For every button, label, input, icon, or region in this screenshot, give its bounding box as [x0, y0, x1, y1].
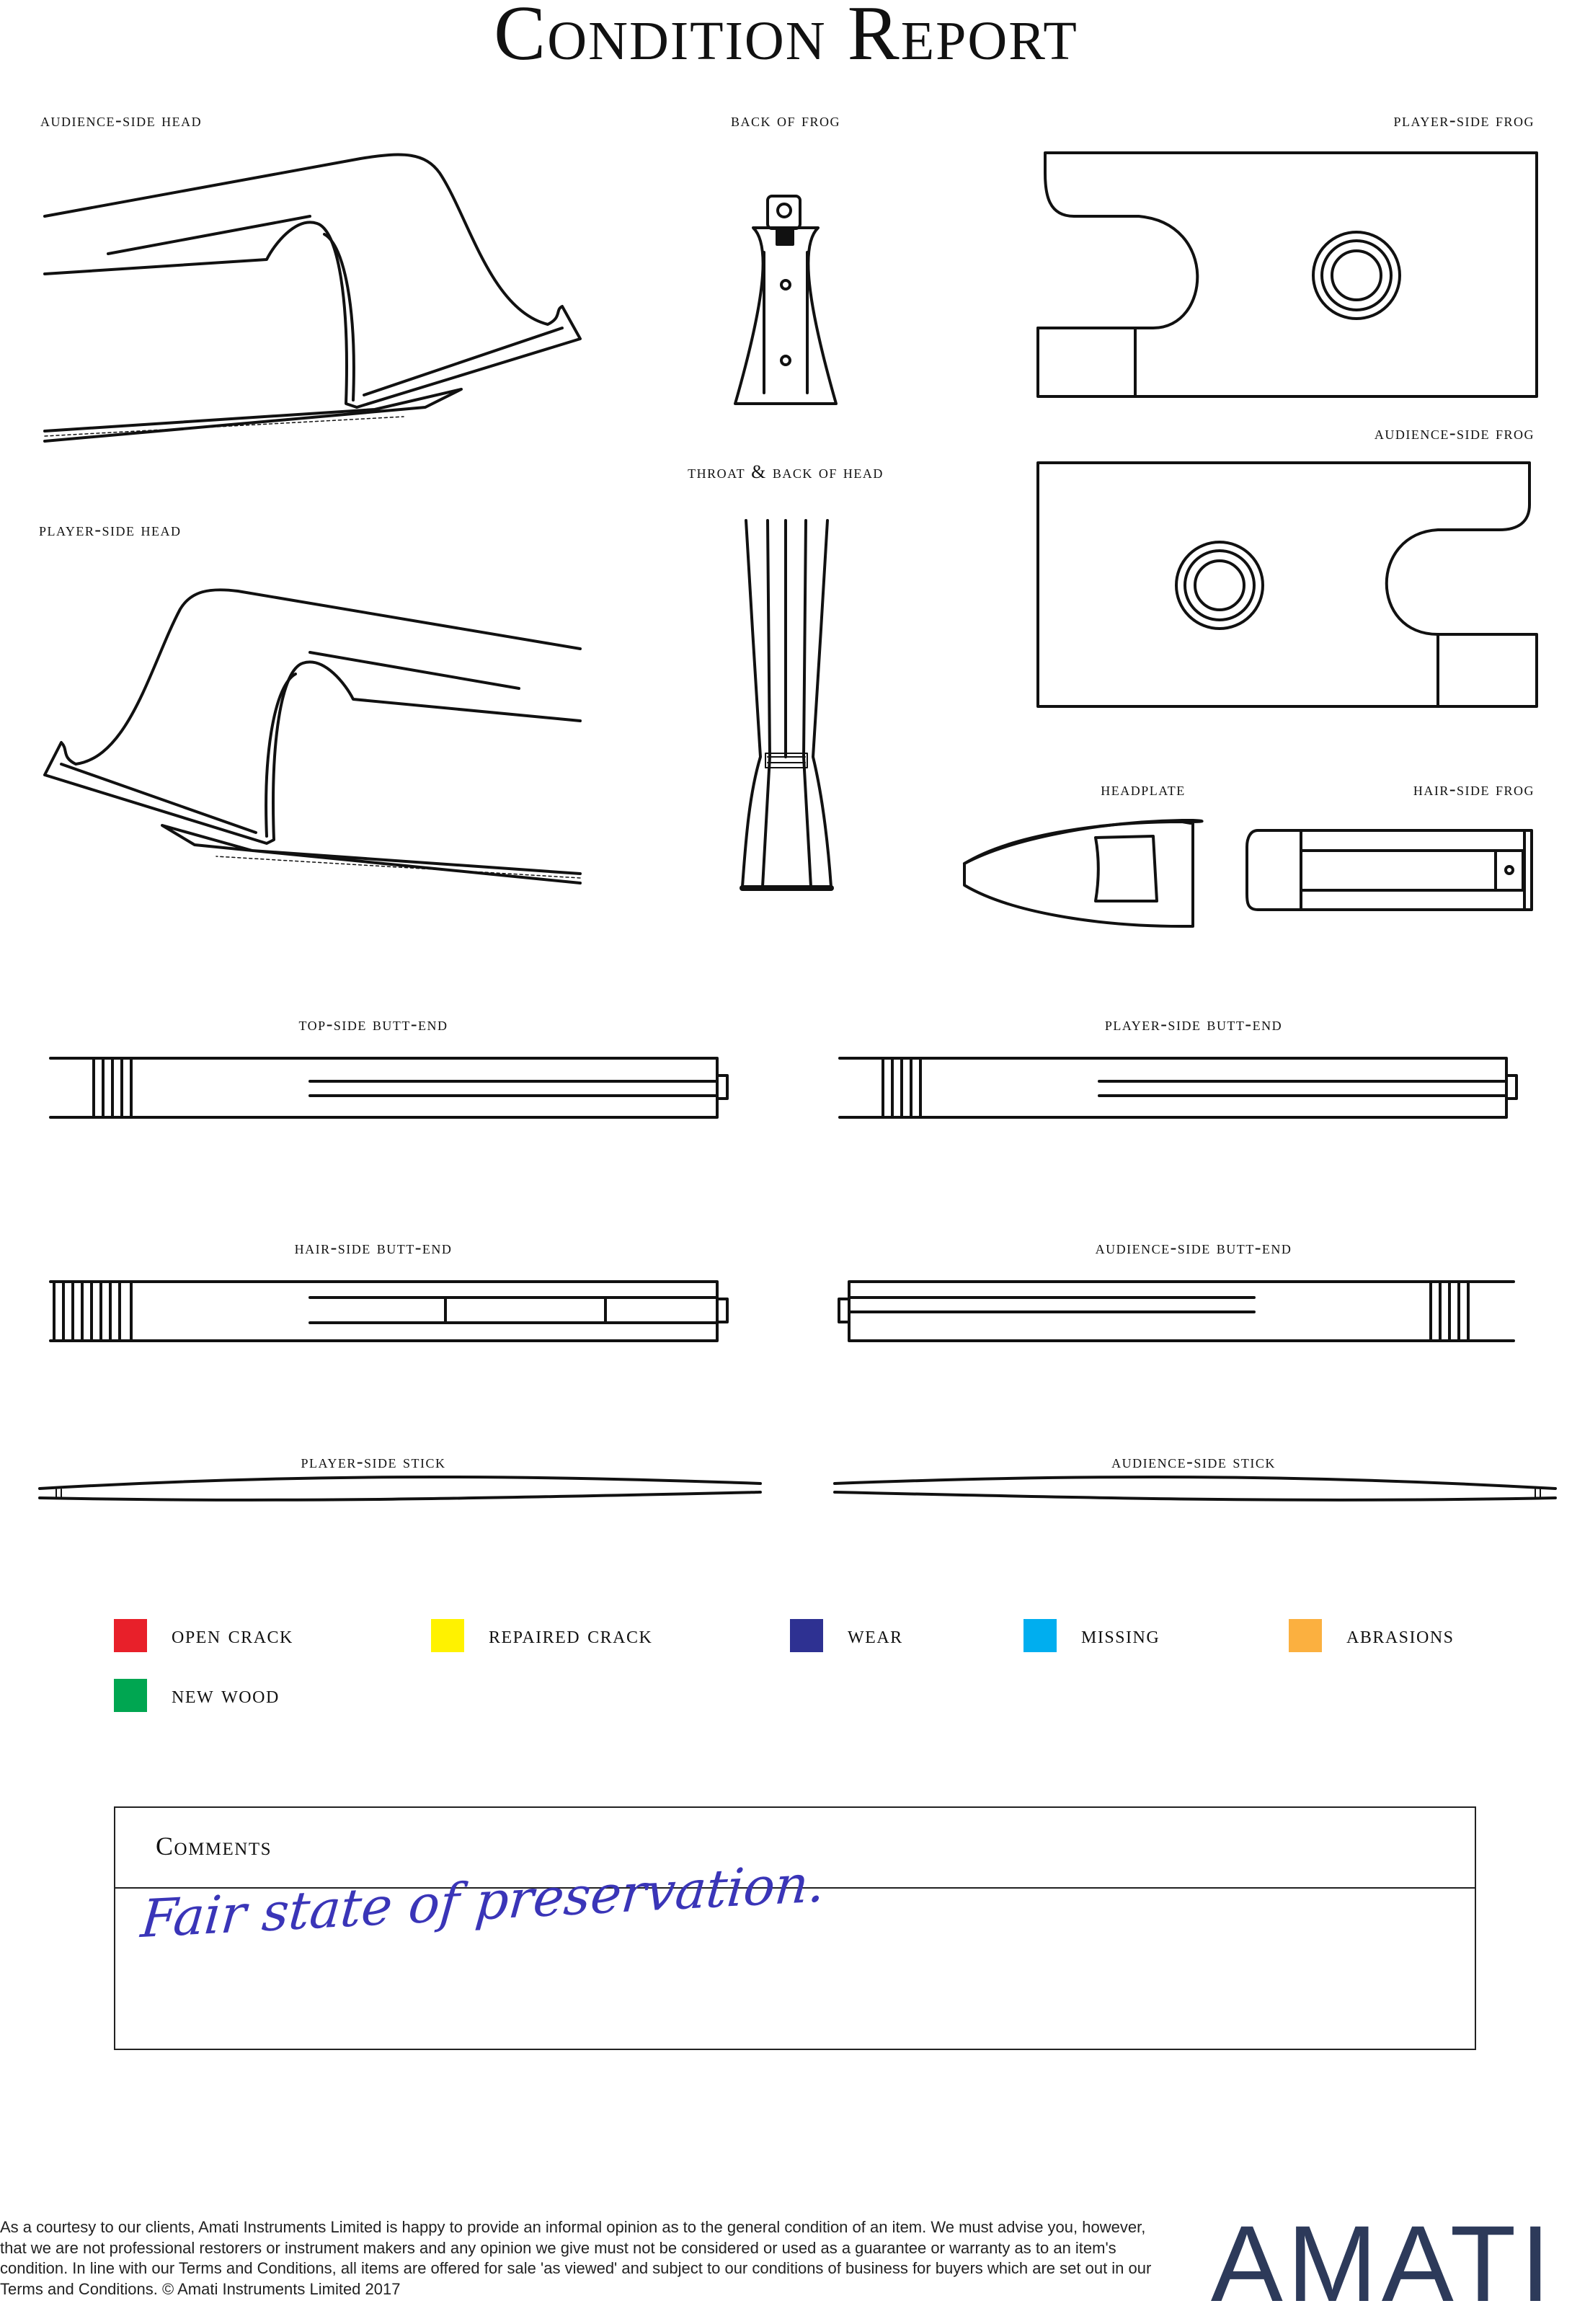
throat-back-of-head-drawing[interactable]: [742, 520, 831, 888]
player-side-stick-drawing[interactable]: [40, 1477, 760, 1500]
label-top-side-butt-end: top-side butt-end: [298, 1014, 448, 1034]
legend-item-repaired-crack: [431, 1618, 652, 1654]
player-side-frog-drawing[interactable]: [1038, 153, 1537, 396]
legend-swatch-cyan: [1023, 1619, 1057, 1652]
legend-swatch-red: [114, 1619, 147, 1652]
label-player-side-butt-end: player-side butt-end: [1104, 1014, 1283, 1034]
legend-swatch-navy: [790, 1619, 823, 1652]
label-audience-side-head: audience-side head: [40, 110, 203, 130]
player-side-butt-end-drawing[interactable]: [840, 1058, 1517, 1117]
audience-side-frog-drawing[interactable]: [1038, 463, 1537, 706]
comments-box: [114, 1806, 1476, 2050]
player-side-head-drawing[interactable]: [45, 590, 580, 883]
comments-text[interactable]: Fair state of preservation.: [138, 1853, 828, 1950]
legend-swatch-yellow: [431, 1619, 464, 1652]
legend-item-wear: [790, 1618, 903, 1654]
label-hair-side-frog: hair-side frog: [1413, 779, 1535, 799]
audience-side-butt-end-drawing[interactable]: [839, 1282, 1514, 1341]
label-throat-back-of-head: throat & back of head: [688, 461, 884, 482]
label-audience-side-frog: audience-side frog: [1374, 422, 1535, 443]
headplate-drawing[interactable]: [964, 820, 1202, 926]
label-headplate: headplate: [1101, 779, 1186, 799]
page-title: Condition Report: [494, 0, 1078, 76]
legend-swatch-orange: [1289, 1619, 1322, 1652]
brand-logo: AMATI: [1210, 2203, 1555, 2324]
label-audience-side-butt-end: audience-side butt-end: [1095, 1237, 1292, 1258]
hair-side-frog-drawing[interactable]: [1247, 830, 1532, 910]
label-audience-side-stick: audience-side stick: [1111, 1451, 1276, 1472]
top-side-butt-end-drawing[interactable]: [50, 1058, 727, 1117]
legend-label: repaired crack: [489, 1622, 653, 1649]
label-player-side-stick: player-side stick: [301, 1451, 446, 1472]
hair-side-butt-end-drawing[interactable]: [50, 1282, 727, 1341]
comments-title: Comments: [156, 1832, 272, 1860]
legend-label: abrasions: [1346, 1622, 1455, 1649]
legend-item-open-crack: [114, 1618, 293, 1654]
legend-item-new-wood: [114, 1677, 280, 1713]
legend-label: new wood: [172, 1682, 280, 1708]
audience-side-head-drawing[interactable]: [45, 155, 580, 441]
label-player-side-frog: player-side frog: [1393, 110, 1535, 130]
label-back-of-frog: back of frog: [730, 110, 841, 130]
legend-item-missing: [1023, 1618, 1160, 1654]
legend-swatch-green: [114, 1679, 147, 1712]
label-player-side-head: player-side head: [39, 519, 182, 540]
legend-label: open crack: [172, 1622, 293, 1649]
legend-item-abrasions: [1289, 1618, 1455, 1654]
legend-label: wear: [848, 1622, 903, 1649]
audience-side-stick-drawing[interactable]: [835, 1477, 1555, 1500]
label-hair-side-butt-end: hair-side butt-end: [294, 1237, 453, 1258]
footer-disclaimer: As a courtesy to our clients, Amati Instruments Limited is happy to provide an informal opinion as to the general condition of an item. We must advise you, however, that we are not professional restorers or instrument makers and any opinion we give must not be considered or used as a guarantee or warranty as to an item's condition. In line with our Terms and Conditions, all items are offered for sale 'as viewed' and subject to our conditions of business for buyers which are set out in our Terms and Conditions. © Amati Instruments Limited 2017: [0, 2218, 1152, 2298]
legend-label: missing: [1081, 1622, 1160, 1649]
back-of-frog-drawing[interactable]: [735, 196, 836, 404]
